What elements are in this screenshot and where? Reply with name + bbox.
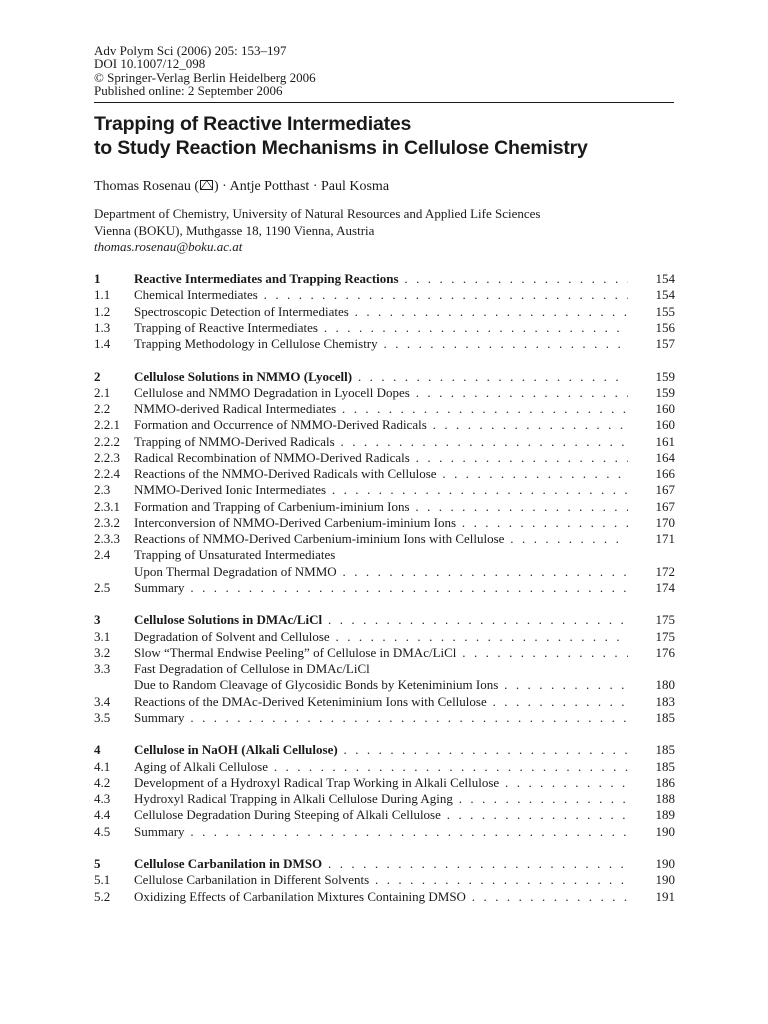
toc-entry-label (134, 417, 628, 433)
toc-entry-label (134, 531, 628, 547)
toc-entry-title: Cellulose Carbanilation in Different Solvents (134, 872, 370, 888)
toc-entry[interactable] (94, 710, 675, 726)
table-of-contents (94, 271, 675, 905)
toc-entry-label (134, 629, 628, 645)
toc-entry-title: Cellulose Solutions in DMAc/LiCl (134, 612, 323, 628)
toc-entry-label (134, 434, 628, 450)
toc-entry-title: NMMO-derived Radical Intermediates (134, 401, 337, 416)
toc-entry-label (134, 271, 628, 287)
toc-page-number: 160 (655, 401, 675, 416)
toc-entry-label (134, 336, 628, 352)
toc-entry-title: Fast Degradation of Cellulose in DMAc/LiCl (134, 661, 370, 676)
toc-entry[interactable] (94, 547, 675, 563)
toc-page-number: 159 (655, 368, 675, 384)
toc-entry-label (134, 385, 628, 401)
toc-entry-number: 4.3 (94, 791, 111, 806)
toc-entry-title: Trapping of Unsaturated Intermediates (134, 547, 336, 563)
toc-entry-title: Reactive Intermediates and Trapping Reactions (134, 271, 399, 286)
author-name: Antje Potthast (229, 179, 310, 194)
toc-entry-label (134, 775, 628, 791)
article-title (94, 112, 588, 160)
toc-page-number: 180 (655, 677, 675, 693)
toc-entry-label (134, 564, 628, 580)
toc-entry-number: 2.2.4 (94, 466, 120, 481)
toc-entry[interactable] (94, 499, 675, 515)
toc-entry-number: 1.1 (94, 287, 111, 303)
toc-entry[interactable] (94, 401, 675, 417)
toc-page-number: 190 (655, 823, 675, 839)
toc-entry-number: 3.3 (94, 661, 111, 676)
toc-entry-number: 2 (94, 368, 101, 384)
toc-entry-number: 1.4 (94, 336, 111, 351)
toc-entry-title: Summary (134, 823, 185, 839)
toc-entry-title: Interconversion of NMMO-Derived Carbenium-iminium Ions (134, 514, 457, 530)
toc-entry-title: Reactions of NMMO-Derived Carbenium-iminium Ions with Cellulose (134, 531, 505, 546)
toc-entry-label (134, 856, 628, 872)
toc-entry-title: Degradation of Solvent and Cellulose (134, 628, 330, 644)
toc-page-number: 175 (655, 612, 675, 628)
toc-entry-label (134, 759, 628, 775)
toc-entry-label (134, 807, 628, 823)
toc-entry-title: Summary (134, 709, 185, 725)
toc-entry-number: 2.3.1 (94, 498, 120, 514)
toc-entry-title: Formation and Occurrence of NMMO-Derived Radicals (134, 417, 427, 433)
toc-entry[interactable] (94, 287, 675, 303)
toc-section-entry[interactable] (94, 271, 675, 287)
toc-page-number: 190 (655, 856, 675, 871)
toc-page-number: 174 (655, 579, 675, 595)
author-name: Thomas Rosenau (94, 179, 191, 194)
affiliation (94, 206, 540, 256)
toc-page-number: 166 (655, 466, 675, 481)
toc-page-number: 160 (655, 417, 675, 433)
toc-entry-title: Formation and Trapping of Carbenium-iminium Ions (134, 498, 410, 514)
toc-entry-title: Trapping of Reactive Intermediates (134, 319, 318, 335)
toc-entry-number: 3.2 (94, 644, 111, 660)
affiliation-line: Vienna (BOKU), Muthgasse 18, 1190 Vienna, Austria (94, 222, 375, 238)
toc-entry-number: 3.5 (94, 709, 111, 725)
toc-entry-number: 2.2 (94, 401, 111, 416)
toc-page-number: 170 (655, 514, 675, 530)
toc-page-number: 164 (655, 449, 675, 465)
citation-header (94, 44, 316, 98)
author-name: Paul Kosma (320, 179, 390, 194)
toc-entry-label (134, 710, 628, 726)
toc-entry[interactable] (94, 434, 675, 450)
toc-entry[interactable] (94, 580, 675, 596)
toc-page-number: 183 (655, 693, 675, 709)
toc-entry-label (134, 320, 628, 336)
toc-entry-title: Chemical Intermediates (134, 287, 258, 303)
toc-page-number: 167 (655, 482, 675, 498)
toc-entry[interactable] (94, 304, 675, 320)
toc-entry-number: 2.4 (94, 547, 111, 563)
toc-entry-continuation[interactable] (94, 677, 675, 693)
toc-entry[interactable] (94, 531, 675, 547)
toc-entry-number: 2.2.2 (94, 433, 120, 449)
header-divider (94, 102, 674, 103)
toc-entry[interactable] (94, 320, 675, 336)
toc-page-number: 185 (655, 709, 675, 725)
toc-entry-number: 4.4 (94, 807, 111, 823)
toc-entry-label (134, 466, 628, 482)
title-line-2: to Study Reaction Mechanisms in Cellulose Chemistry (94, 137, 588, 159)
doi-line: DOI 10.1007/12_098 (94, 56, 206, 72)
toc-entry-title: Cellulose in NaOH (Alkali Cellulose) (134, 742, 338, 758)
toc-entry[interactable] (94, 645, 675, 661)
toc-page-number: 154 (655, 271, 675, 286)
citation-line: Adv Polym Sci (2006) 205: 153–197 (94, 43, 287, 58)
toc-entry-title: Oxidizing Effects of Carbanilation Mixtures Containing DMSO (134, 888, 466, 904)
toc-entry-number: 5 (94, 856, 101, 871)
toc-entry-label (134, 677, 628, 693)
toc-page-number: 155 (655, 303, 675, 319)
toc-entry-number: 3.1 (94, 628, 111, 644)
toc-entry-title: Summary (134, 579, 185, 595)
toc-entry-label (134, 824, 628, 840)
toc-entry-title: Cellulose Carbanilation in DMSO (134, 856, 323, 871)
toc-page-number: 167 (655, 498, 675, 514)
toc-entry-title: Reactions of the NMMO-Derived Radicals with Cellulose (134, 466, 437, 481)
toc-entry-label (134, 742, 628, 758)
toc-entry[interactable] (94, 629, 675, 645)
toc-entry-label (134, 645, 628, 661)
toc-entry-label (134, 287, 628, 303)
toc-entry[interactable] (94, 466, 675, 482)
toc-entry-label (134, 872, 628, 888)
toc-entry-title: Cellulose Degradation During Steeping of Alkali Cellulose (134, 807, 441, 823)
toc-entry-number: 4.2 (94, 774, 111, 790)
toc-entry-number: 3.4 (94, 693, 111, 709)
published-line: Published online: 2 September 2006 (94, 83, 283, 99)
toc-entry[interactable] (94, 759, 675, 775)
toc-page-number: 190 (655, 872, 675, 888)
toc-page-number: 189 (655, 807, 675, 823)
toc-section-entry[interactable] (94, 612, 675, 628)
toc-page-number: 157 (655, 336, 675, 351)
toc-section-entry[interactable] (94, 369, 675, 385)
toc-entry-label (134, 661, 628, 677)
toc-page-number: 185 (655, 742, 675, 758)
toc-entry-number: 3 (94, 612, 101, 628)
toc-entry-title: Reactions of the DMAc-Derived Keteniminium Ions with Cellulose (134, 693, 487, 709)
toc-entry-number: 1 (94, 271, 101, 286)
toc-entry[interactable] (94, 482, 675, 498)
toc-page-number: 188 (655, 791, 675, 806)
copyright-line: © Springer-Verlag Berlin Heidelberg 2006 (94, 69, 316, 85)
toc-entry[interactable] (94, 694, 675, 710)
toc-entry[interactable] (94, 791, 675, 807)
toc-page-number: 186 (655, 774, 675, 790)
toc-entry-label (134, 369, 628, 385)
toc-page-number: 191 (655, 888, 675, 904)
toc-entry-label (134, 612, 628, 628)
author-separator: · (312, 179, 318, 194)
toc-entry-title: Due to Random Cleavage of Glycosidic Bonds by Keteniminium Ions (134, 677, 499, 693)
toc-section-entry[interactable] (94, 742, 675, 758)
author-email-link[interactable]: thomas.rosenau@boku.ac.at (94, 239, 243, 254)
toc-entry[interactable] (94, 824, 675, 840)
toc-entry-label (134, 791, 628, 807)
toc-entry-label (134, 580, 628, 596)
toc-entry-number: 2.5 (94, 579, 111, 595)
toc-page-number: 175 (655, 628, 675, 644)
toc-page-number: 185 (655, 758, 675, 774)
toc-page-number: 172 (655, 563, 675, 579)
author-separator: · (222, 179, 227, 194)
toc-entry-number: 2.3 (94, 482, 111, 498)
toc-entry-number: 1.2 (94, 303, 111, 319)
toc-entry-label (134, 482, 628, 498)
toc-entry[interactable] (94, 661, 675, 677)
toc-page-number: 159 (655, 384, 675, 400)
toc-entry[interactable] (94, 417, 675, 433)
toc-entry[interactable] (94, 872, 675, 888)
toc-entry-number: 4.5 (94, 823, 111, 839)
toc-entry-label (134, 401, 628, 417)
toc-entry-label (134, 547, 628, 563)
toc-entry-label (134, 450, 628, 466)
toc-entry-title: Spectroscopic Detection of Intermediates (134, 303, 349, 319)
toc-entry[interactable] (94, 775, 675, 791)
toc-entry-title: Development of a Hydroxyl Radical Trap Working in Alkali Cellulose (134, 774, 500, 790)
title-line-1: Trapping of Reactive Intermediates (94, 113, 412, 135)
toc-entry-title: Cellulose and NMMO Degradation in Lyocell Dopes (134, 384, 410, 400)
toc-entry-title: Radical Recombination of NMMO-Derived Radicals (134, 449, 410, 465)
toc-entry-label (134, 304, 628, 320)
toc-entry-label (134, 515, 628, 531)
toc-entry-number: 1.3 (94, 319, 111, 335)
toc-entry-number: 5.2 (94, 888, 111, 904)
toc-entry-number: 2.1 (94, 384, 111, 400)
toc-entry-number: 2.3.2 (94, 514, 120, 530)
toc-page-number: 176 (655, 644, 675, 660)
toc-page-number: 156 (655, 319, 675, 335)
toc-entry-title: Aging of Alkali Cellulose (134, 758, 268, 774)
author-list: Thomas Rosenau ( ) · Antje Potthast · Paul Kosma (94, 179, 390, 194)
toc-entry-title: Upon Thermal Degradation of NMMO (134, 563, 337, 579)
toc-page-number: 154 (655, 287, 675, 303)
toc-entry-title: Hydroxyl Radical Trapping in Alkali Cellulose During Aging (134, 791, 453, 806)
toc-entry[interactable] (94, 385, 675, 401)
toc-entry-label (134, 499, 628, 515)
toc-entry-title: NMMO-Derived Ionic Intermediates (134, 482, 327, 498)
toc-entry-number: 4 (94, 742, 101, 758)
toc-entry-title: Cellulose Solutions in NMMO (Lyocell) (134, 368, 353, 384)
toc-entry[interactable] (94, 515, 675, 531)
toc-entry[interactable] (94, 807, 675, 823)
envelope-icon[interactable] (200, 180, 213, 190)
toc-page-number: 161 (655, 433, 675, 449)
toc-page-number: 171 (655, 531, 675, 546)
toc-entry-number: 5.1 (94, 872, 111, 888)
toc-entry[interactable] (94, 450, 675, 466)
affiliation-line: Department of Chemistry, University of Natural Resources and Applied Life Sciences (94, 206, 541, 221)
toc-entry[interactable] (94, 336, 675, 352)
toc-entry-number: 2.2.3 (94, 449, 120, 465)
toc-entry-title: Trapping of NMMO-Derived Radicals (134, 433, 335, 449)
toc-entry-number: 2.2.1 (94, 417, 120, 433)
toc-entry-number: 2.3.3 (94, 531, 120, 546)
toc-entry-title: Trapping Methodology in Cellulose Chemistry (134, 336, 378, 351)
toc-entry-continuation[interactable] (94, 564, 675, 580)
toc-entry-title: Slow “Thermal Endwise Peeling” of Cellulose in DMAc/LiCl (134, 644, 457, 660)
toc-entry-number: 4.1 (94, 758, 111, 774)
toc-entry-label (134, 889, 628, 905)
toc-entry[interactable] (94, 889, 675, 905)
toc-entry-label (134, 694, 628, 710)
toc-section-entry[interactable] (94, 856, 675, 872)
